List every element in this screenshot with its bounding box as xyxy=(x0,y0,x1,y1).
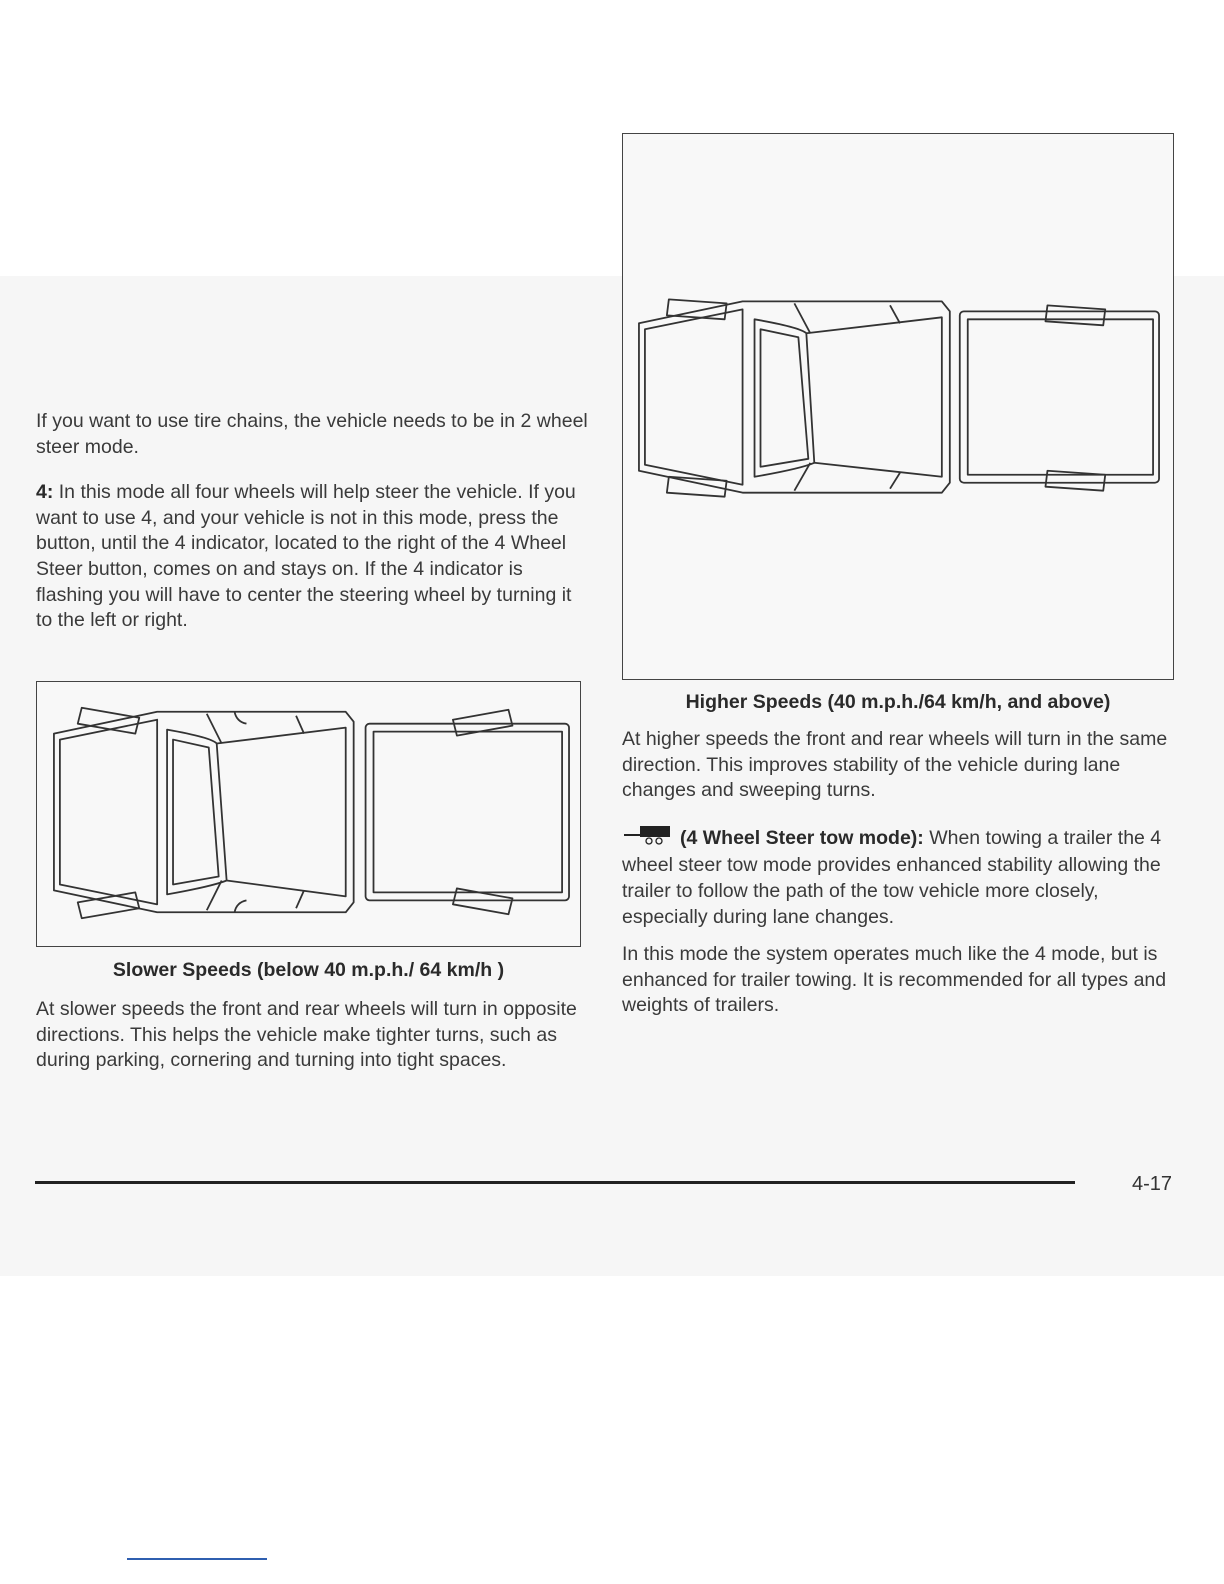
right-column xyxy=(622,727,1182,1019)
slower-speeds-caption: Slower Speeds (below 40 m.p.h./ 64 km/h ) xyxy=(112,959,505,981)
higher-speeds-caption: Higher Speeds (40 m.p.h./64 km/h, and above) xyxy=(685,691,1111,713)
truck-diagram-opposite-wheels xyxy=(37,682,580,946)
four-mode-text: In this mode all four wheels will help steer the vehicle. If you want to use 4, and your vehicle is not in this mode, press the button, until the 4 indicator, located to the right of the 4 Wheel Steer button, comes on and stays on. If the 4 indicator is flashing you will have to center the steering wheel by turning it to the left or right. xyxy=(36,481,576,632)
bottom-link-underline xyxy=(127,1558,267,1560)
tow-mode-icon xyxy=(622,824,674,854)
higher-speeds-paragraph: At higher speeds the front and rear wheels will turn in the same direction. This improves stability of the vehicle during lane changes and sweeping turns. xyxy=(622,728,1168,802)
tire-chains-paragraph: If you want to use tire chains, the vehicle needs to be in 2 wheel steer mode. xyxy=(36,410,588,458)
tow-mode-system-paragraph: In this mode the system operates much like the 4 mode, but is enhanced for trailer towing. It is recommended for all types and weights of trailers. xyxy=(622,943,1167,1017)
page-number: 4-17 xyxy=(1132,1173,1173,1195)
tow-mode-text: When towing a trailer the 4 wheel steer tow mode provides enhanced stability allowing the trailer to follow the path of the tow vehicle more closely, especially during lane changes. xyxy=(622,826,1162,928)
left-column-bottom xyxy=(36,997,588,1074)
tow-mode-label: (4 Wheel Steer tow mode): xyxy=(680,826,924,849)
footer-rule xyxy=(35,1181,1075,1184)
tow-mode-paragraph xyxy=(622,824,1182,930)
slower-speeds-figure xyxy=(36,681,581,947)
higher-speeds-figure-frame xyxy=(622,133,1174,680)
four-mode-label: 4: xyxy=(36,481,54,504)
truck-diagram-same-direction xyxy=(623,134,1173,679)
four-mode-paragraph xyxy=(36,480,588,634)
slower-speeds-paragraph: At slower speeds the front and rear wheels will turn in opposite directions. This helps the vehicle make tighter turns, such as during parking, cornering and turning into tight spaces. xyxy=(36,998,577,1072)
left-column xyxy=(36,409,588,634)
